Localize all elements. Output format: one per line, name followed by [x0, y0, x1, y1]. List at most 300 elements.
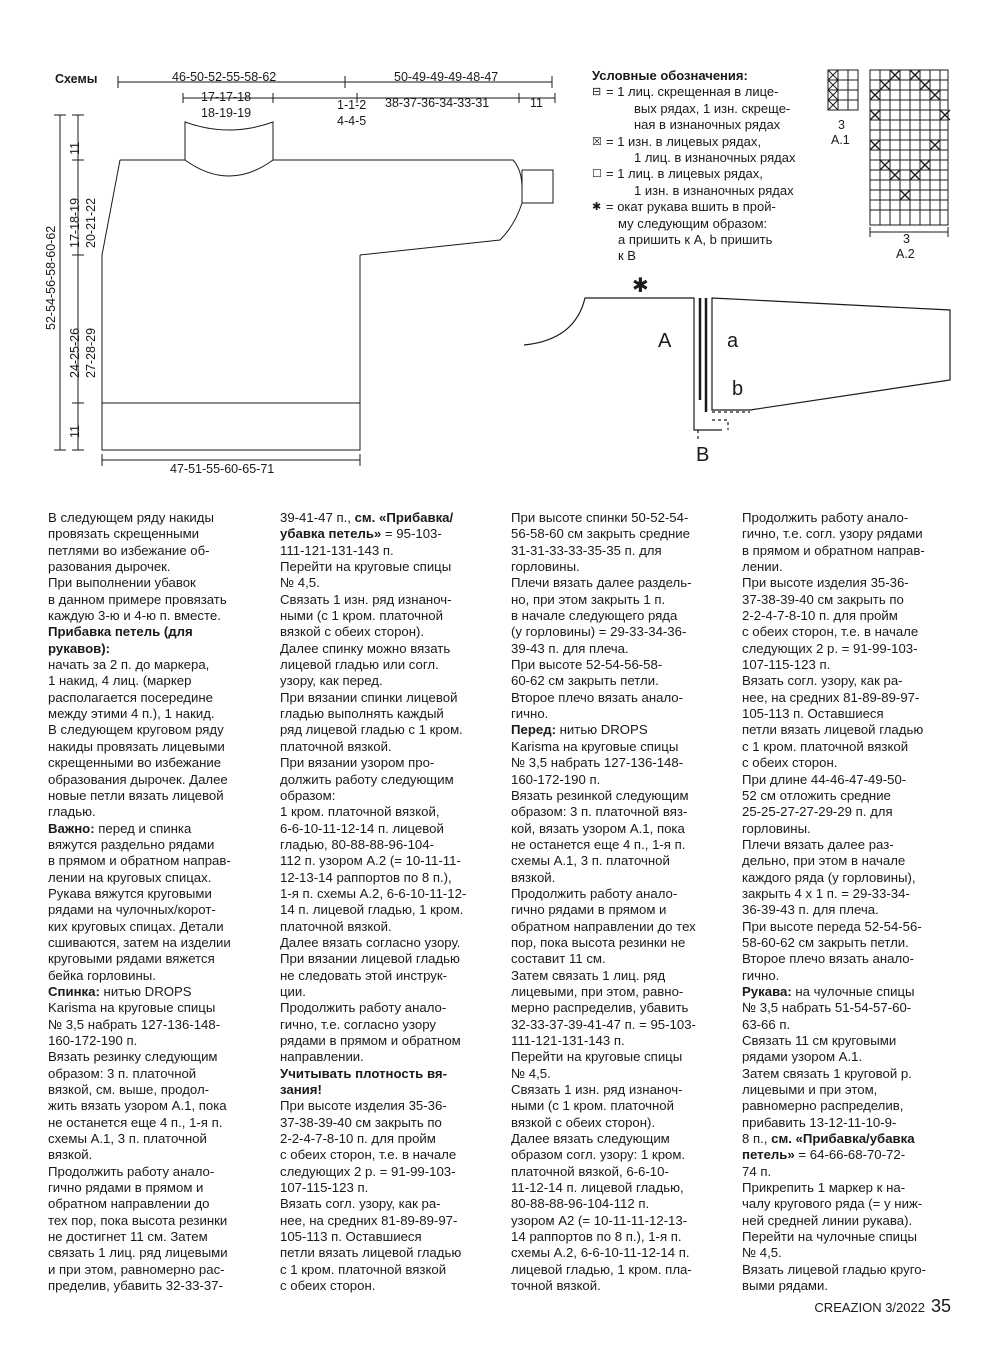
- text-span: петли вязать лицевой гладью: [280, 1245, 462, 1261]
- text-span: Вязать согл. узору, как ра-: [280, 1196, 441, 1212]
- text-line: [48, 1082, 268, 1098]
- width-bottom: 47-51-55-60-65-71: [170, 462, 275, 476]
- total-height: 52-54-56-58-60-62: [44, 225, 58, 330]
- text-line: [511, 1278, 731, 1294]
- text-line: [48, 624, 268, 640]
- text-span: пределив, убавить 32-33-37-: [48, 1278, 223, 1294]
- text-span: Перейти на круговые спицы: [280, 559, 452, 575]
- text-span: начать за 2 п. до маркера,: [48, 657, 210, 673]
- text-line: [48, 1147, 268, 1163]
- text-span: но, при этом закрыть 1 п.: [511, 591, 666, 607]
- text-line: [280, 1000, 500, 1016]
- text-span: дельно, при этом в начале: [742, 853, 906, 869]
- text-line: [280, 690, 500, 706]
- text-span: точной вязкой.: [511, 1278, 601, 1294]
- text-span: Затем связать 1 круговой р.: [742, 1065, 912, 1081]
- text-span: 32-33-37-39-41-47 п. = 95-103-: [511, 1016, 696, 1032]
- text-line: [742, 772, 962, 788]
- text-line: [280, 1033, 500, 1049]
- text-line: [511, 951, 731, 967]
- text-line: [280, 853, 500, 869]
- text-span: узором A2 (= 10-11-11-12-13-: [511, 1212, 688, 1228]
- text-line: [48, 772, 268, 788]
- text-line: [511, 592, 731, 608]
- page-footer: [814, 1296, 951, 1317]
- text-span: ными (с 1 кром. платочной: [511, 1098, 675, 1114]
- text-line: [742, 1147, 962, 1163]
- text-span: Затем связать 1 лиц. ряд: [511, 967, 666, 983]
- text-span: № 3,5 набрать 127-136-148-: [511, 755, 684, 771]
- chart-a1-label: A.1: [831, 133, 850, 147]
- text-span: гладью выполнять каждый: [280, 706, 444, 722]
- text-span: ции.: [280, 983, 306, 999]
- text-line: [742, 853, 962, 869]
- text-span: 56-58-60 см закрыть средние: [511, 526, 690, 542]
- text-span: 2-2-4-7-8-10 п. для пройм: [742, 608, 898, 624]
- text-span: 6-6-10-11-12-14 п. лицевой: [280, 820, 444, 836]
- text-span: в прямом и обратном направ-: [742, 542, 925, 558]
- text-span: с обеих сторон.: [280, 1278, 376, 1294]
- text-span: каждого ряда (у горловины),: [742, 869, 916, 885]
- text-span: При длине 44-46-47-49-50-: [742, 771, 907, 787]
- text-line: [742, 886, 962, 902]
- text-span: 63-66 п.: [742, 1016, 791, 1032]
- text-span: № 3,5 набрать 127-136-148-: [48, 1016, 221, 1032]
- text-span: следующих 2 р. = 91-99-103-: [280, 1163, 456, 1179]
- text-span: горловины.: [511, 559, 580, 575]
- text-span: 107-115-123 п.: [280, 1180, 369, 1196]
- text-span: Перейти на круговые спицы: [511, 1049, 683, 1065]
- text-line: [742, 788, 962, 804]
- text-span: платочной вязкой.: [280, 918, 392, 934]
- text-line: [742, 526, 962, 542]
- text-span: вязкой с обеих сторон).: [511, 1114, 656, 1130]
- text-span: с обеих сторон.: [742, 755, 838, 771]
- text-line: [511, 1066, 731, 1082]
- text-span: 1 накид, 4 лиц. (маркер: [48, 673, 192, 689]
- text-line: [742, 624, 962, 640]
- text-span: лении на круговых спицах.: [48, 869, 212, 885]
- text-span: гично, т.е. согл. узору рядами: [742, 526, 923, 542]
- text-span: 74 п.: [742, 1163, 772, 1179]
- text-span: Связать 1 изн. ряд изнаноч-: [280, 591, 452, 607]
- text-line: [511, 690, 731, 706]
- text-line: [511, 772, 731, 788]
- text-span: с обеих сторон, т.е. в начале: [280, 1147, 457, 1163]
- bold-text: рукавов):: [48, 640, 111, 656]
- text-line: [742, 1262, 962, 1278]
- text-line: [280, 1196, 500, 1212]
- text-line: [280, 1098, 500, 1114]
- text-span: Вязать резинкой следующим: [511, 787, 689, 803]
- neck-height: 11: [68, 142, 82, 155]
- text-line: [511, 657, 731, 673]
- text-span: следующих 2 р. = 91-99-103-: [742, 640, 918, 656]
- text-line: [742, 690, 962, 706]
- text-span: рядами узором A.1.: [742, 1049, 863, 1065]
- assembly-label-a: a: [727, 330, 739, 352]
- text-line: [511, 608, 731, 624]
- text-span: узору, как перед.: [280, 673, 383, 689]
- legend-title: Условные обозначения:: [592, 68, 748, 83]
- text-line: [48, 804, 268, 820]
- text-span: рядами на чулочных/корот-: [48, 902, 216, 918]
- text-span: прибавить 13-12-11-10-9-: [742, 1114, 897, 1130]
- text-line: [280, 592, 500, 608]
- chart-a1-num: 3: [838, 118, 845, 132]
- text-span: лении.: [742, 559, 783, 575]
- text-span: 39-41-47 п.,: [280, 510, 355, 525]
- text-span: № 4,5.: [280, 575, 320, 591]
- text-line: [511, 706, 731, 722]
- text-line: [280, 1066, 500, 1082]
- text-line: [280, 968, 500, 984]
- text-line: [511, 902, 731, 918]
- text-span: В следующем ряду накиды: [48, 510, 214, 525]
- text-span: Продолжить работу анало-: [742, 510, 909, 525]
- text-span: образования дырочек. Далее: [48, 771, 228, 787]
- text-span: накиды провязать лицевыми: [48, 738, 225, 754]
- text-line: [742, 510, 962, 526]
- text-line: [742, 804, 962, 820]
- magazine-issue: CREAZION 3/2022: [814, 1300, 925, 1315]
- legend-line: вых рядах, 1 изн. скреще-: [634, 100, 791, 116]
- star-icon: ✱: [632, 275, 649, 297]
- text-line: [511, 870, 731, 886]
- chart-a1: [828, 70, 858, 110]
- legend-line: му следующим образом:: [618, 215, 768, 231]
- text-line: [742, 821, 962, 837]
- text-line: [511, 526, 731, 542]
- text-span: платочной вязкой.: [280, 738, 392, 754]
- text-span: лицевыми, при этом, равно-: [511, 983, 684, 999]
- text-span: Далее спинку можно вязать: [280, 640, 451, 656]
- text-line: [280, 673, 500, 689]
- cuff-length: 11: [530, 96, 543, 110]
- text-line: [511, 641, 731, 657]
- neck-w2: 18-19-19: [201, 106, 252, 120]
- text-line: [48, 788, 268, 804]
- text-span: с 1 кром. платочной вязкой: [742, 738, 909, 754]
- text-line: [742, 1229, 962, 1245]
- bold-text: Учитывать плотность вя-: [280, 1065, 447, 1081]
- text-line: [511, 886, 731, 902]
- text-span: кой, вязать узором A.1, пока: [511, 820, 685, 836]
- width-top: 46-50-52-55-58-62: [172, 70, 277, 84]
- schema-title: Схемы: [55, 72, 98, 86]
- text-line: [280, 984, 500, 1000]
- legend-line: = 1 лиц. скрещенная в лице-: [606, 84, 779, 100]
- text-line: [280, 657, 500, 673]
- legend-line: = 1 лиц. в лицевых рядах,: [606, 166, 763, 182]
- text-line: [48, 673, 268, 689]
- text-line: [48, 641, 268, 657]
- text-span: Связать 11 см круговыми: [742, 1033, 897, 1048]
- text-line: [280, 1229, 500, 1245]
- text-span: с обеих сторон, т.е. в начале: [742, 624, 919, 640]
- text-line: [511, 1164, 731, 1180]
- text-line: [742, 608, 962, 624]
- text-line: [280, 559, 500, 575]
- text-line: [280, 1082, 500, 1098]
- text-span: ней средней линии рукава).: [742, 1212, 913, 1228]
- text-span: располагается посередине: [48, 689, 213, 705]
- bold-text: убавка петель»: [280, 526, 382, 542]
- text-line: [280, 543, 500, 559]
- text-span: 31-31-33-33-35-35 п. для: [511, 542, 662, 558]
- text-line: [280, 1131, 500, 1147]
- text-span: перед и спинка: [94, 820, 192, 836]
- text-span: не достигнет 11 см. Затем: [48, 1229, 208, 1245]
- text-span: 160-172-190 п.: [511, 771, 601, 787]
- text-span: Перейти на чулочные спицы: [742, 1229, 918, 1245]
- legend-item: [592, 199, 822, 265]
- text-span: нитью DROPS: [555, 722, 648, 738]
- text-span: гично.: [742, 967, 780, 983]
- text-line: [742, 641, 962, 657]
- text-span: нитью DROPS: [99, 983, 192, 999]
- knit-icon: ☐: [592, 168, 602, 181]
- purl-icon: ☒: [592, 135, 602, 148]
- text-line: [280, 526, 500, 542]
- text-span: 111-121-131-143 п.: [280, 542, 394, 558]
- text-span: гладью.: [48, 804, 96, 820]
- text-line: [742, 1196, 962, 1212]
- text-span: лицевой гладью, 1 кром. пла-: [511, 1261, 692, 1277]
- legend-line: к B: [618, 248, 636, 264]
- text-line: [48, 837, 268, 853]
- bold-text: см. «Прибавка/: [354, 510, 454, 525]
- shoulder-1: 1-1-2: [337, 98, 367, 112]
- text-span: Связать 1 изн. ряд изнаноч-: [511, 1082, 683, 1098]
- text-line: [48, 870, 268, 886]
- text-span: В следующем круговом ряду: [48, 722, 224, 738]
- text-line: [742, 559, 962, 575]
- text-span: 105-113 п. Оставшиеся: [280, 1229, 422, 1245]
- text-line: [48, 1180, 268, 1196]
- text-line: [742, 739, 962, 755]
- text-span: платочной вязкой, 6-6-10-: [511, 1163, 669, 1179]
- armhole-2: 20-21-22: [84, 197, 98, 248]
- text-line: [742, 673, 962, 689]
- text-span: 37-38-39-40 см закрыть по: [280, 1114, 442, 1130]
- text-line: [48, 575, 268, 591]
- page-number: 35: [930, 1296, 951, 1316]
- text-span: в прямом и обратном направ-: [48, 853, 231, 869]
- text-line: [511, 1131, 731, 1147]
- text-line: [280, 575, 500, 591]
- text-line: [48, 1164, 268, 1180]
- text-span: 36-39-43 п. для плеча.: [742, 902, 879, 918]
- text-line: [742, 1213, 962, 1229]
- text-line: [48, 706, 268, 722]
- garment-schematic: [0, 0, 999, 510]
- text-span: № 4,5.: [742, 1245, 782, 1261]
- bold-text: Перед:: [511, 722, 556, 738]
- text-span: 12-13-14 раппортов по 8 п.),: [280, 869, 452, 885]
- text-line: [511, 624, 731, 640]
- text-line: [48, 608, 268, 624]
- text-line: [48, 1213, 268, 1229]
- text-line: [48, 951, 268, 967]
- chart-a2-label: A.2: [896, 247, 915, 261]
- text-line: [280, 641, 500, 657]
- text-span: не следовать этой инструк-: [280, 967, 448, 983]
- text-line: [48, 559, 268, 575]
- text-span: гично рядами в прямом и: [511, 902, 667, 918]
- text-line: [280, 919, 500, 935]
- text-span: петли вязать лицевой гладью: [742, 722, 924, 738]
- text-span: 111-121-131-143 п.: [511, 1033, 625, 1048]
- text-line: [742, 706, 962, 722]
- text-line: [742, 1098, 962, 1114]
- text-span: При высоте 52-54-56-58-: [511, 657, 663, 673]
- text-span: ких круговых спицах. Детали: [48, 918, 224, 934]
- text-span: 107-115-123 п.: [742, 657, 831, 673]
- text-line: [742, 1131, 962, 1147]
- text-span: сшиваются, затем на изделии: [48, 934, 231, 950]
- text-line: [511, 919, 731, 935]
- text-line: [742, 902, 962, 918]
- text-line: [48, 543, 268, 559]
- text-line: [48, 1229, 268, 1245]
- text-span: образом: 3 п. платочной вяз-: [511, 804, 688, 820]
- text-line: [280, 788, 500, 804]
- text-span: рядами в прямом и обратном: [280, 1033, 461, 1048]
- armhole-1: 17-18-19: [68, 197, 82, 248]
- text-line: [48, 1017, 268, 1033]
- text-span: Karisma на круговые спицы: [48, 1000, 216, 1016]
- text-span: лицевыми и при этом,: [742, 1082, 878, 1098]
- text-span: При выполнении убавок: [48, 575, 196, 591]
- text-span: образом согл. узору: 1 кром.: [511, 1147, 686, 1163]
- bold-text: Спинка:: [48, 983, 100, 999]
- text-line: [48, 722, 268, 738]
- text-line: [742, 984, 962, 1000]
- text-span: 8 п.,: [742, 1131, 772, 1147]
- text-span: скрещенными во избежание: [48, 755, 222, 771]
- text-span: 25-25-27-27-29-29 п. для: [742, 804, 893, 820]
- text-span: Karisma на круговые спицы: [511, 738, 679, 754]
- text-span: чалу кругового ряда (= у ниж-: [742, 1196, 923, 1212]
- text-line: [280, 1180, 500, 1196]
- text-span: пор, пока высота резинки не: [511, 934, 686, 950]
- text-span: равномерно распределив,: [742, 1098, 904, 1114]
- text-span: 1-я п. схемы A.2, 6-6-10-11-12-: [280, 885, 467, 901]
- text-line: [280, 1213, 500, 1229]
- text-line: [511, 559, 731, 575]
- text-span: Вязать согл. узору, как ра-: [742, 673, 903, 689]
- text-line: [742, 1115, 962, 1131]
- text-line: [511, 543, 731, 559]
- text-line: [280, 739, 500, 755]
- text-line: [742, 919, 962, 935]
- text-line: [511, 1115, 731, 1131]
- text-line: [280, 1147, 500, 1163]
- text-line: [280, 1049, 500, 1065]
- text-span: Продолжить работу анало-: [280, 1000, 447, 1016]
- text-span: 2-2-4-7-8-10 п. для пройм: [280, 1131, 436, 1147]
- assembly-label-b: b: [732, 378, 744, 400]
- text-line: [511, 804, 731, 820]
- text-line: [280, 772, 500, 788]
- text-span: с 1 кром. платочной вязкой: [280, 1261, 447, 1277]
- text-span: схемы A.1, 3 п. платочной: [48, 1131, 207, 1147]
- text-span: = 64-66-68-70-72-: [794, 1147, 906, 1163]
- text-span: Далее вязать следующим: [511, 1131, 670, 1147]
- twisted-knit-icon: ⊟: [592, 86, 602, 99]
- text-line: [742, 755, 962, 771]
- text-line: [511, 1245, 731, 1261]
- bold-text: Прибавка петель (для: [48, 624, 193, 640]
- text-line: [48, 1131, 268, 1147]
- assembly-label-A: A: [658, 330, 672, 352]
- text-span: Второе плечо вязать анало-: [511, 689, 684, 705]
- text-span: образом:: [280, 787, 336, 803]
- text-span: схемы A.1, 3 п. платочной: [511, 853, 670, 869]
- bold-text: см. «Прибавка/убавка: [771, 1131, 915, 1147]
- text-line: [742, 968, 962, 984]
- text-span: не останется еще 4 п., 1-я п.: [48, 1114, 223, 1130]
- text-span: новые петли вязать лицевой: [48, 787, 224, 803]
- text-span: лицевой гладью или согл.: [280, 657, 439, 673]
- text-line: [742, 870, 962, 886]
- text-span: вязкой с обеих сторон).: [280, 624, 425, 640]
- star-icon: ✱: [592, 201, 602, 214]
- text-line: [48, 657, 268, 673]
- text-span: При вязании узором про-: [280, 755, 435, 771]
- text-span: образом: 3 п. платочной: [48, 1065, 197, 1081]
- text-span: закрыть 4 х 1 п. = 29-33-34-: [742, 885, 910, 901]
- text-line: [48, 919, 268, 935]
- text-line: [742, 1245, 962, 1261]
- text-span: Плечи вязать далее раз-: [742, 836, 894, 852]
- assembly-diagram: [524, 298, 950, 440]
- text-line: [511, 673, 731, 689]
- text-line: [48, 984, 268, 1000]
- text-span: Вязать резинку следующим: [48, 1049, 218, 1065]
- text-line: [48, 1262, 268, 1278]
- rib-height: 11: [68, 425, 82, 438]
- text-line: [742, 592, 962, 608]
- text-line: [742, 1000, 962, 1016]
- text-span: Рукава вяжутся круговыми: [48, 885, 212, 901]
- text-line: [511, 1098, 731, 1114]
- text-span: гично.: [511, 706, 549, 722]
- text-span: вязкой.: [48, 1147, 93, 1163]
- text-span: между этими 4 п.), 1 накид.: [48, 706, 215, 722]
- text-column-1: [48, 510, 268, 1295]
- text-line: [48, 592, 268, 608]
- text-line: [48, 739, 268, 755]
- text-span: При высоте изделия 35-36-: [280, 1098, 447, 1114]
- text-span: При вязании лицевой гладью: [280, 951, 460, 967]
- bold-text: петель»: [742, 1147, 795, 1163]
- text-line: [742, 1164, 962, 1180]
- text-span: 105-113 п. Оставшиеся: [742, 706, 884, 722]
- text-line: [742, 1049, 962, 1065]
- text-span: направлении.: [280, 1049, 364, 1065]
- text-line: [48, 1196, 268, 1212]
- text-span: 58-60-62 см закрыть петли.: [742, 934, 909, 950]
- text-span: вязкой.: [511, 869, 556, 885]
- text-line: [280, 608, 500, 624]
- text-line: [48, 1098, 268, 1114]
- text-line: [280, 837, 500, 853]
- text-line: [280, 510, 500, 526]
- text-line: [511, 853, 731, 869]
- text-span: 14 п. лицевой гладью, 1 кром.: [280, 902, 464, 918]
